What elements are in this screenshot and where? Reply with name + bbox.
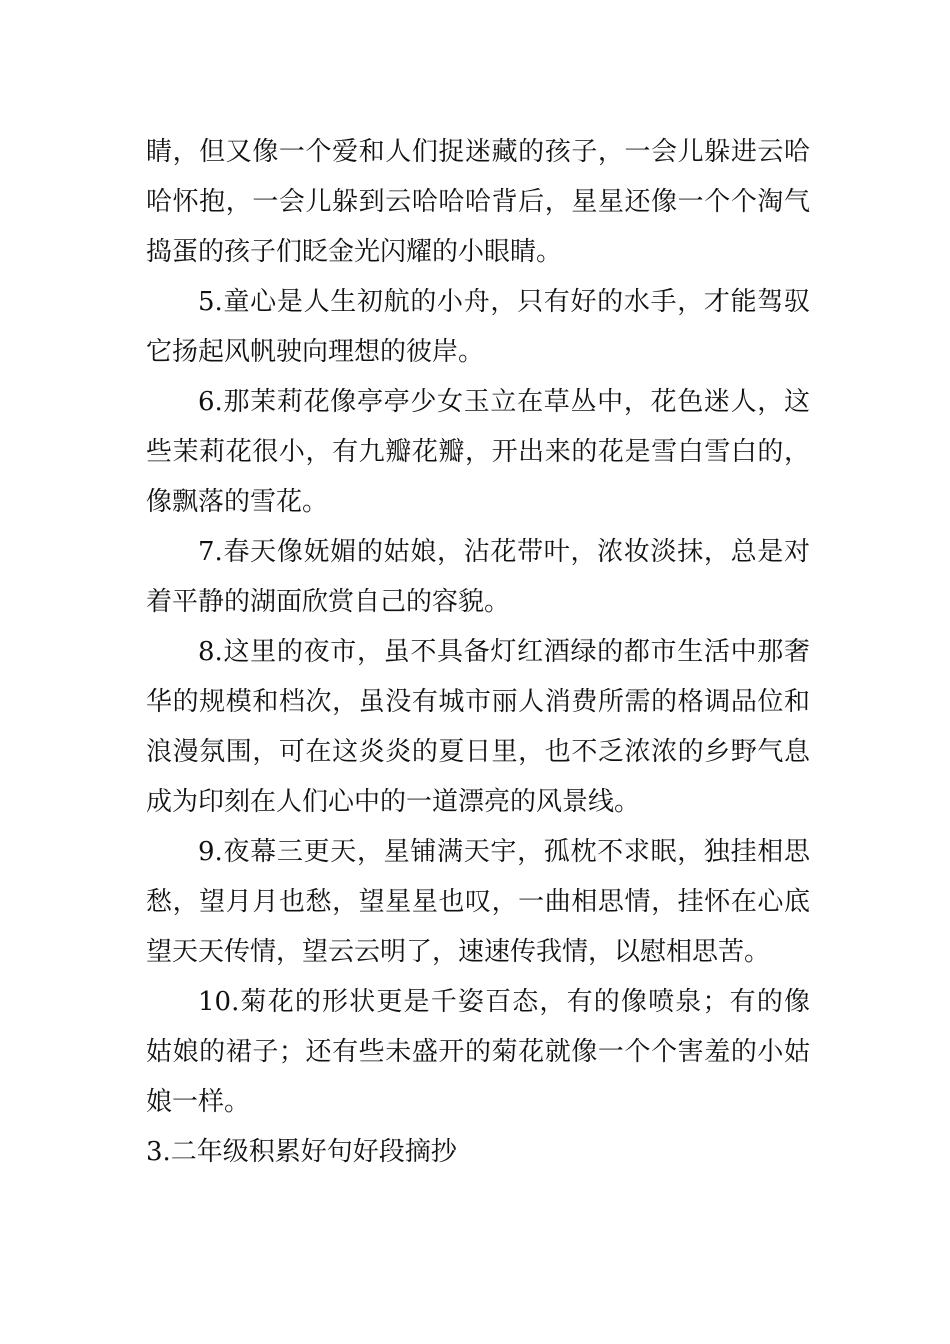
paragraph-item-10: 10.菊花的形状更是千姿百态，有的像喷泉；有的像姑娘的裙子；还有些未盛开的菊花就像一个个害羞的小姑娘一样。 <box>146 987 810 1117</box>
section-heading: 3.二年级积累好句好段摘抄 <box>146 1137 457 1167</box>
paragraph-item-9: 9.夜幕三更天，星铺满天宇，孤枕不求眠，独挂相思愁，望月月也愁，望星星也叹，一曲相思情，挂怀在心底望天天传情，望云云明了，速速传我情，以慰相思苦。 <box>146 837 810 967</box>
paragraph-item-5: 5.童心是人生初航的小舟，只有好的水手，才能驾驭它扬起风帆驶向理想的彼岸。 <box>146 287 810 367</box>
paragraph-item-6: 6.那茉莉花像亭亭少女玉立在草丛中，花色迷人，这些茉莉花很小，有九瓣花瓣，开出来的花是雪白雪白的，像飘落的雪花。 <box>146 387 810 517</box>
paragraph-item-7: 7.春天像妩媚的姑娘，沾花带叶，浓妆淡抹，总是对着平静的湖面欣赏自己的容貌。 <box>146 537 810 617</box>
paragraph-item-8: 8.这里的夜市，虽不具备灯红酒绿的都市生活中那奢华的规模和档次，虽没有城市丽人消费所需的格调品位和浪漫氛围，可在这炎炎的夏日里，也不乏浓浓的乡野气息成为印刻在人们心中的一道漂亮的风景线。 <box>146 637 810 817</box>
document-body <box>146 127 810 1177</box>
paragraph-continued: 睛，但又像一个爱和人们捉迷藏的孩子，一会儿躲进云哈哈怀抱，一会儿躲到云哈哈哈背后，星星还像一个个淘气捣蛋的孩子们眨金光闪耀的小眼睛。 <box>146 137 810 267</box>
